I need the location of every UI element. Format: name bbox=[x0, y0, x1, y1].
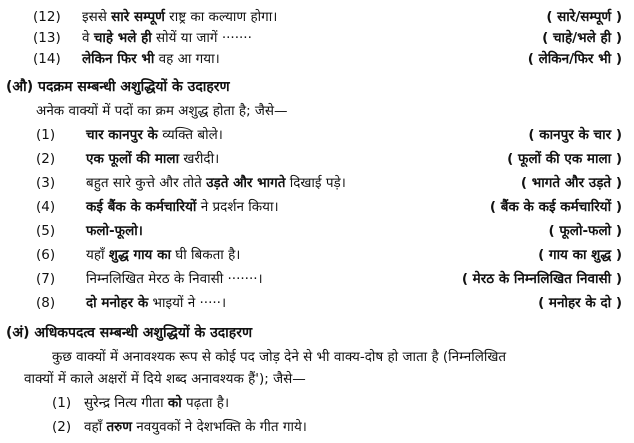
item-text: वे चाहे भले ही सोयें या जागें ······· bbox=[82, 30, 252, 46]
item-number: (2) bbox=[36, 151, 56, 167]
list-item bbox=[0, 148, 634, 170]
item-text: कई बैंक के कर्मचारियों ने प्रदर्शन किया। bbox=[86, 199, 279, 215]
item-number: (8) bbox=[36, 295, 56, 311]
list-item bbox=[0, 416, 634, 438]
item-text: बहुत सारे कुत्ते और तोते उड़ते और भागते दिखाई पड़े। bbox=[86, 175, 346, 191]
section-intro-line2: वाक्यों में काले अक्षरों में दिये शब्द अनावश्यक हैं'); जैसे— bbox=[24, 371, 306, 387]
item-text: दो मनोहर के भाइयों ने ·····। bbox=[86, 295, 227, 311]
item-correction: ( फूलों की एक माला ) bbox=[507, 151, 622, 167]
item-text: फलो-फूलो। bbox=[86, 223, 143, 239]
item-text: यहाँ शुद्ध गाय का घी बिकता है। bbox=[86, 247, 241, 263]
item-correction: ( चाहे/भले ही ) bbox=[542, 30, 622, 46]
item-correction: ( मनोहर के दो ) bbox=[538, 295, 622, 311]
item-number: (1) bbox=[36, 127, 56, 143]
section-intro: अनेक वाक्यों में पदों का क्रम अशुद्ध होता है; जैसे— bbox=[36, 103, 288, 119]
item-correction: ( लेकिन/फिर भी ) bbox=[527, 51, 622, 67]
item-correction: ( गाय का शुद्ध ) bbox=[538, 247, 622, 263]
item-correction: ( मेरठ के निम्नलिखित निवासी ) bbox=[461, 271, 622, 287]
list-item bbox=[0, 268, 634, 290]
list-item bbox=[0, 27, 634, 49]
item-text: सुरेन्द्र नित्य गीता को पढ़ता है। bbox=[84, 395, 230, 411]
list-item bbox=[0, 392, 634, 414]
item-number: (2) bbox=[52, 419, 72, 435]
item-text: वहाँ तरुण नवयुवकों ने देशभक्ति के गीत गाये। bbox=[84, 419, 307, 435]
item-number: (7) bbox=[36, 271, 56, 287]
section-heading: (औ) पदक्रम सम्बन्धी अशुद्धियों के उदाहरण bbox=[6, 79, 230, 95]
list-item bbox=[0, 48, 634, 70]
item-text: इससे सारे सम्पूर्ण राष्ट्र का कल्याण होगा। bbox=[82, 9, 278, 25]
list-item bbox=[0, 6, 634, 28]
list-item bbox=[0, 244, 634, 266]
list-item bbox=[0, 172, 634, 194]
item-number: (14) bbox=[33, 51, 61, 67]
item-text: चार कानपुर के व्यक्ति बोले। bbox=[86, 127, 223, 143]
item-correction: ( बैंक के कई कर्मचारियों ) bbox=[489, 199, 622, 215]
item-number: (12) bbox=[33, 9, 61, 25]
item-number: (3) bbox=[36, 175, 56, 191]
item-correction: ( भागते और उड़ते ) bbox=[520, 175, 622, 191]
section-heading: (अं) अधिकपदत्व सम्बन्धी अशुद्धियों के उदाहरण bbox=[6, 325, 253, 341]
section-intro-line1: कुछ वाक्यों में अनावश्यक रूप से कोई पद जोड़ देने से भी वाक्य-दोष हो जाता है (निम्नलिखित bbox=[52, 349, 507, 365]
item-correction: ( कानपुर के चार ) bbox=[528, 127, 622, 143]
item-correction: ( फूलो-फलो ) bbox=[548, 223, 622, 239]
item-text: लेकिन फिर भी वह आ गया। bbox=[82, 51, 220, 67]
list-item bbox=[0, 292, 634, 314]
item-text: निम्नलिखित मेरठ के निवासी ·······। bbox=[86, 271, 263, 287]
list-item bbox=[0, 220, 634, 242]
item-number: (4) bbox=[36, 199, 56, 215]
list-item bbox=[0, 124, 634, 146]
list-item bbox=[0, 196, 634, 218]
item-number: (13) bbox=[33, 30, 61, 46]
item-text: एक फूलों की माला खरीदी। bbox=[86, 151, 220, 167]
item-number: (5) bbox=[36, 223, 56, 239]
item-number: (1) bbox=[52, 395, 72, 411]
item-number: (6) bbox=[36, 247, 56, 263]
item-correction: ( सारे/सम्पूर्ण ) bbox=[546, 9, 622, 25]
